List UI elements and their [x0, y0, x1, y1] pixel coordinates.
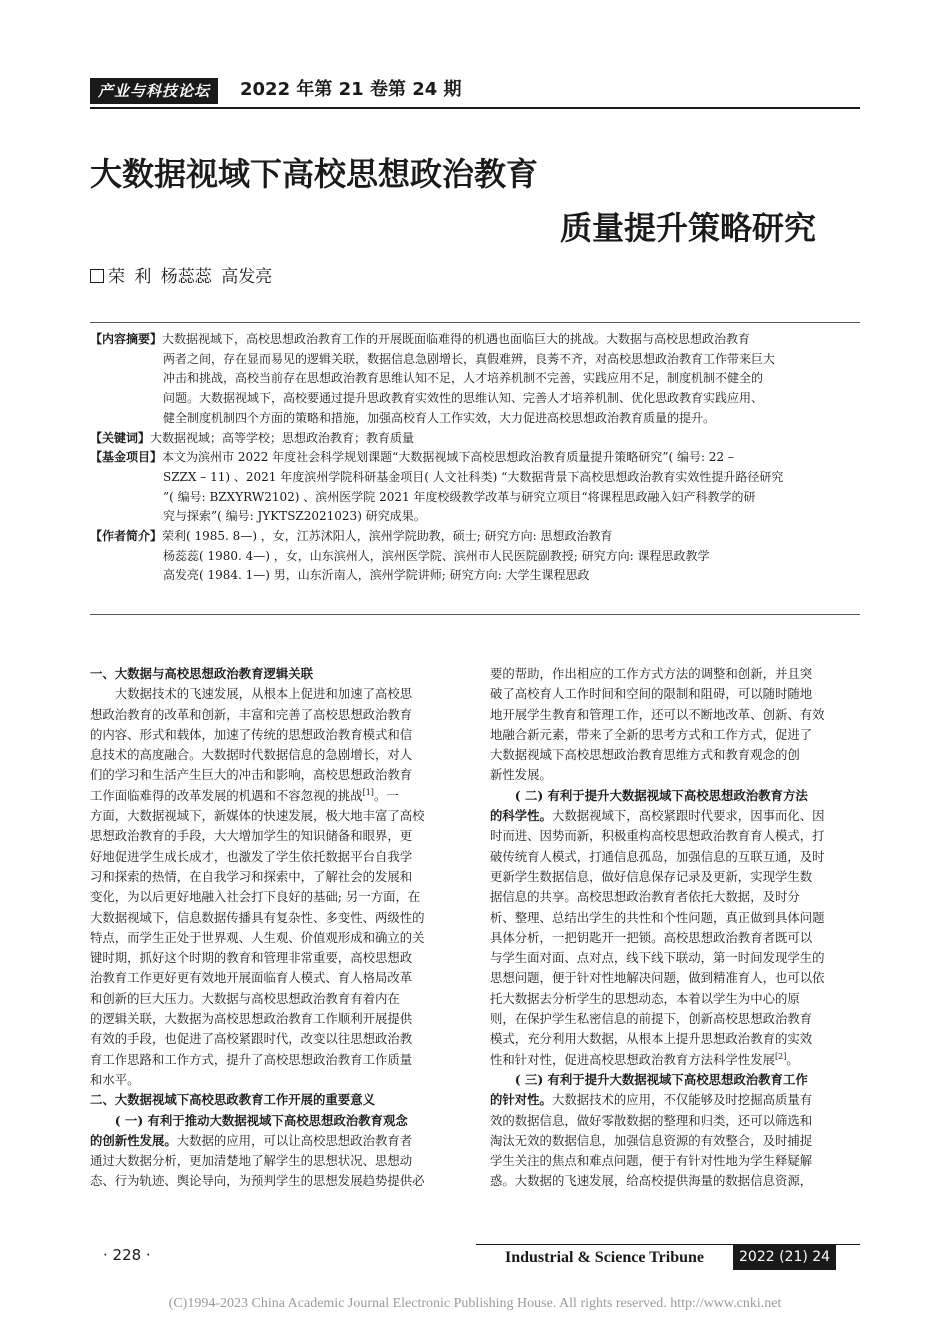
title-line-1: 大数据视域下高校思想政治教育 — [90, 155, 539, 193]
body-text: 。一 — [373, 787, 399, 803]
left-column — [90, 664, 460, 1192]
citation-1: [1] — [362, 787, 374, 797]
body-line: 有效的手段，也促进了高校紧跟时代，改变以往思想政治教 — [90, 1031, 413, 1047]
body-line: 地融合新元素，带来了全新的思考方式和工作方式，促进了 — [490, 726, 813, 742]
body-line: 治教育工作更好更有效地开展面临育人模式、育人格局改革 — [90, 970, 413, 986]
citation-2: [2] — [774, 1051, 787, 1061]
body-text: 大数据视域下，高校紧跟时代要求，因事而化、因 — [551, 808, 825, 824]
body-line: 的逻辑关联，大数据为高校思想政治教育工作顺利开展提供 — [90, 1011, 413, 1027]
subsection-title-3: ( 三) 有利于提升大数据视域下高校思想政治教育工作 — [490, 1071, 808, 1087]
fund-line: SZZX – 11) 、2021 年度滨州学院科研基金项目( 人文社科类) “大数据背景下高校思想政治教育实效性提升路径研究 — [163, 469, 784, 484]
body-text: 大数据的应用，可以让高校思想政治教育者 — [176, 1132, 413, 1148]
section-heading-2: 二、大数据视域下高校思政教育工作开展的重要意义 — [90, 1092, 375, 1108]
body-line: 破传统育人模式，打通信息孤岛，加强信息的互联互通，及时 — [490, 848, 825, 864]
authors-text: 荣 利 杨蕊蕊 高发亮 — [108, 267, 273, 287]
body-line: 思想政治教育的手段，大大增加学生的知识储备和眼界，更 — [90, 828, 413, 844]
meta-info — [90, 330, 860, 586]
abstract-line: 大数据视域下，高校思想政治教育工作的开展既面临难得的机遇也面临巨大的挑战。大数据与高校思想政治教育 — [162, 332, 751, 346]
body-line: 新性发展。 — [490, 767, 552, 783]
author-bio-line: 荣利( 1985. 8—) ，女，江苏沭阳人，滨州学院助教，硕士; 研究方向: 思想政治教育 — [162, 529, 613, 544]
body-text: 大数据技术的应用，不仅能够及时挖掘高质量有 — [551, 1092, 813, 1108]
keywords — [90, 429, 860, 449]
copyright-watermark: (C)1994-2023 China Academic Journal Electronic Publishing House. All rights reserved. http://www.cnki.net — [168, 1296, 782, 1311]
body-line: 态、行为轨迹、舆论导向，为预判学生的思想发展趋势提供必 — [90, 1173, 425, 1189]
body-line: 大数据技术的飞速发展，从根本上促进和加速了高校思 — [90, 686, 413, 702]
subsection-title-2-cont: 的科学性。 — [490, 808, 552, 824]
abstract-line: 两者之间，存在显而易见的逻辑关联，数据信息急剧增长，真假难辨，良莠不齐，对高校思想政治教育工作带来巨大 — [163, 351, 776, 366]
body-line — [490, 1050, 860, 1070]
fund-line: 本文为滨州市 2022 年度社会科学规划课题“大数据视域下高校思想政治教育质量提升策略研究”( 编号: 22 – — [162, 450, 734, 465]
body-line: 更新学生数据信息，做好信息保存记录及更新，实现学生数 — [490, 868, 813, 884]
keywords-text: 大数据视域；高等学校；思想政治教育；教育质量 — [150, 430, 415, 445]
body-text: 性和针对性，促进高校思想政治教育方法科学性发展 — [490, 1051, 775, 1067]
author-bio-line: 杨蕊蕊( 1980. 4—) ，女，山东滨州人，滨州医学院、滨州市人民医院副教授; 研究方向: 课程思政教学 — [163, 548, 710, 563]
author-bio — [90, 527, 860, 586]
header-rule — [90, 107, 860, 109]
author-bio-line: 高发亮( 1984. 1—) 男，山东沂南人，滨州学院讲师; 研究方向: 大学生课程思政 — [163, 568, 590, 583]
author-bio-label: 【作者简介】 — [90, 529, 163, 544]
body-line: 习和探索的热情，在自我学习和探索中，了解社会的发展和 — [90, 868, 413, 884]
right-column — [490, 664, 860, 1192]
subsection-title-1-cont: 的创新性发展。 — [90, 1132, 177, 1148]
body-line: 模式，充分利用大数据，从根本上提升思想政治教育的实效 — [490, 1031, 813, 1047]
body-line: 据信息的共享。高校思想政治教育者依托大数据，及时分 — [490, 889, 800, 905]
abstract-line: 问题。大数据视域下，高校要通过提升思政教育实效性的思维认知、完善人才培养机制、优化思政教育实践应用、 — [163, 391, 764, 406]
page-number: · 228 · — [103, 1246, 151, 1264]
body-line: 和创新的巨大压力。大数据与高校思想政治教育有着内在 — [90, 990, 400, 1006]
authors — [90, 265, 272, 289]
body-line: 息技术的高度融合。大数据时代数据信息的急剧增长，对人 — [90, 747, 413, 763]
body-line: 要的帮助，作出相应的工作方式方法的调整和创新，并且突 — [490, 666, 813, 681]
body-line: 时而进、因势而新，积极重构高校思想政治教育育人模式，打 — [490, 828, 825, 844]
body-line: 析、整理、总结出学生的共性和个性问题，真正做到具体问题 — [490, 909, 825, 925]
abstract — [90, 330, 860, 429]
body-line: 想政治教育的改革和创新，丰富和完善了高校思想政治教育 — [90, 706, 413, 722]
body-line: 惑。大数据的飞速发展，给高校提供海量的数据信息资源， — [490, 1173, 813, 1189]
body-line: 思想问题，便于针对性地解决问题，做到精准育人，也可以依 — [490, 970, 825, 986]
body-line: 大数据视域下高校思想政治教育思维方式和教育观念的创 — [490, 747, 800, 763]
body-line: 们的学习和生活产生巨大的冲击和影响，高校思想政治教育 — [90, 767, 413, 783]
body-text: 。 — [786, 1051, 799, 1067]
body-line: 地开展学生教育和管理工作，还可以不断地改革、创新、有效 — [490, 706, 825, 722]
body-line: 学生关注的焦点和难点问题，便于有针对性地为学生释疑解 — [490, 1153, 813, 1169]
body-line: 具体分析，一把钥匙开一把锁。高校思想政治教育者既可以 — [490, 929, 813, 945]
body-line: 与学生面对面、点对点，线下线下联动，第一时间发现学生的 — [490, 950, 825, 966]
abstract-line: 健全制度机制四个方面的策略和措施，加强高校育人工作实效，大力促进高校思想政治教育质量的提升。 — [163, 410, 716, 425]
body-text: 工作面临难得的改革发展的机遇和不容忽视的挑战 — [90, 787, 363, 803]
journal-tag: 产业与科技论坛 — [90, 78, 218, 104]
body-line — [90, 1131, 460, 1151]
subsection-title-3-cont: 的针对性。 — [490, 1092, 552, 1108]
fund-line: 究与探索”( 编号: JYKTSZ2021023) 研究成果。 — [163, 509, 426, 524]
abstract-label: 【内容摘要】 — [90, 332, 163, 346]
body-line: 淘汰无效的数据信息，加强信息资源的有效整合，及时捕捉 — [490, 1132, 813, 1148]
journal-english-name: Industrial & Science Tribune — [505, 1249, 704, 1266]
body-line: 键时期，抓好这个时期的教育和管理非常重要，高校思想政 — [90, 950, 413, 966]
body-line — [490, 806, 860, 826]
body-line: 通过大数据分析，更加清楚地了解学生的思想状况、思想动 — [90, 1153, 413, 1169]
subsection-title-2: ( 二) 有利于提升大数据视域下高校思想政治教育方法 — [490, 787, 808, 803]
body-line: 和水平。 — [90, 1071, 140, 1087]
meta-top-rule — [90, 322, 860, 323]
subsection-title-1: ( 一) 有利于推动大数据视域下高校思想政治教育观念 — [90, 1112, 408, 1128]
body-line: 的内容、形式和载体，加速了传统的思想政治教育模式和信 — [90, 726, 413, 742]
body-line — [90, 786, 460, 806]
body-line: 好地促进学生成长成才，也激发了学生依托数据平台自我学 — [90, 848, 413, 864]
body-line: 大数据视域下，信息数据传播具有复杂性、多变性、两级性的 — [90, 909, 425, 925]
box-icon — [90, 269, 104, 283]
body-line: 破了高校育人工作时间和空间的限制和阻碍，可以随时随地 — [490, 686, 813, 702]
body-line: 变化，为以后更好地融入社会打下良好的基础; 另一方面，在 — [90, 889, 421, 905]
issue-header: 2022 年第 21 卷第 24 期 — [240, 79, 462, 100]
fund-label: 【基金项目】 — [90, 450, 163, 465]
body-line: 方面，大数据视域下，新媒体的快速发展，极大地丰富了高校 — [90, 808, 425, 824]
title-line-2: 质量提升策略研究 — [560, 209, 817, 247]
footer-issue: 2022 (21) 24 — [733, 1244, 836, 1270]
abstract-line: 冲击和挑战，高校当前存在思想政治教育思维认知不足，人才培养机制不完善，实践应用不足，制度机制不健全的 — [163, 371, 764, 386]
keywords-label: 【关键词】 — [90, 430, 151, 445]
body-line: 育工作思路和工作方式，提升了高校思想政治教育工作质量 — [90, 1051, 413, 1067]
section-heading-1: 一、大数据与高校思想政治教育逻辑关联 — [90, 666, 314, 681]
body-line: 托大数据去分析学生的思想动态，本着以学生为中心的原 — [490, 990, 800, 1006]
body-line: 特点，而学生正处于世界观、人生观、价值观形成和确立的关 — [90, 929, 425, 945]
body-line — [490, 1090, 860, 1110]
body-line: 则，在保护学生私密信息的前提下，创新高校思想政治教育 — [490, 1011, 813, 1027]
meta-bottom-rule — [90, 614, 860, 615]
fund-line: ”( 编号: BZXYRW2102) 、滨州医学院 2021 年度校级教学改革与研究立项目“将课程思政融入妇产科教学的研 — [163, 489, 756, 504]
fund — [90, 448, 860, 527]
body-line: 效的数据信息，做好零散数据的整理和归类，还可以筛选和 — [490, 1112, 813, 1128]
